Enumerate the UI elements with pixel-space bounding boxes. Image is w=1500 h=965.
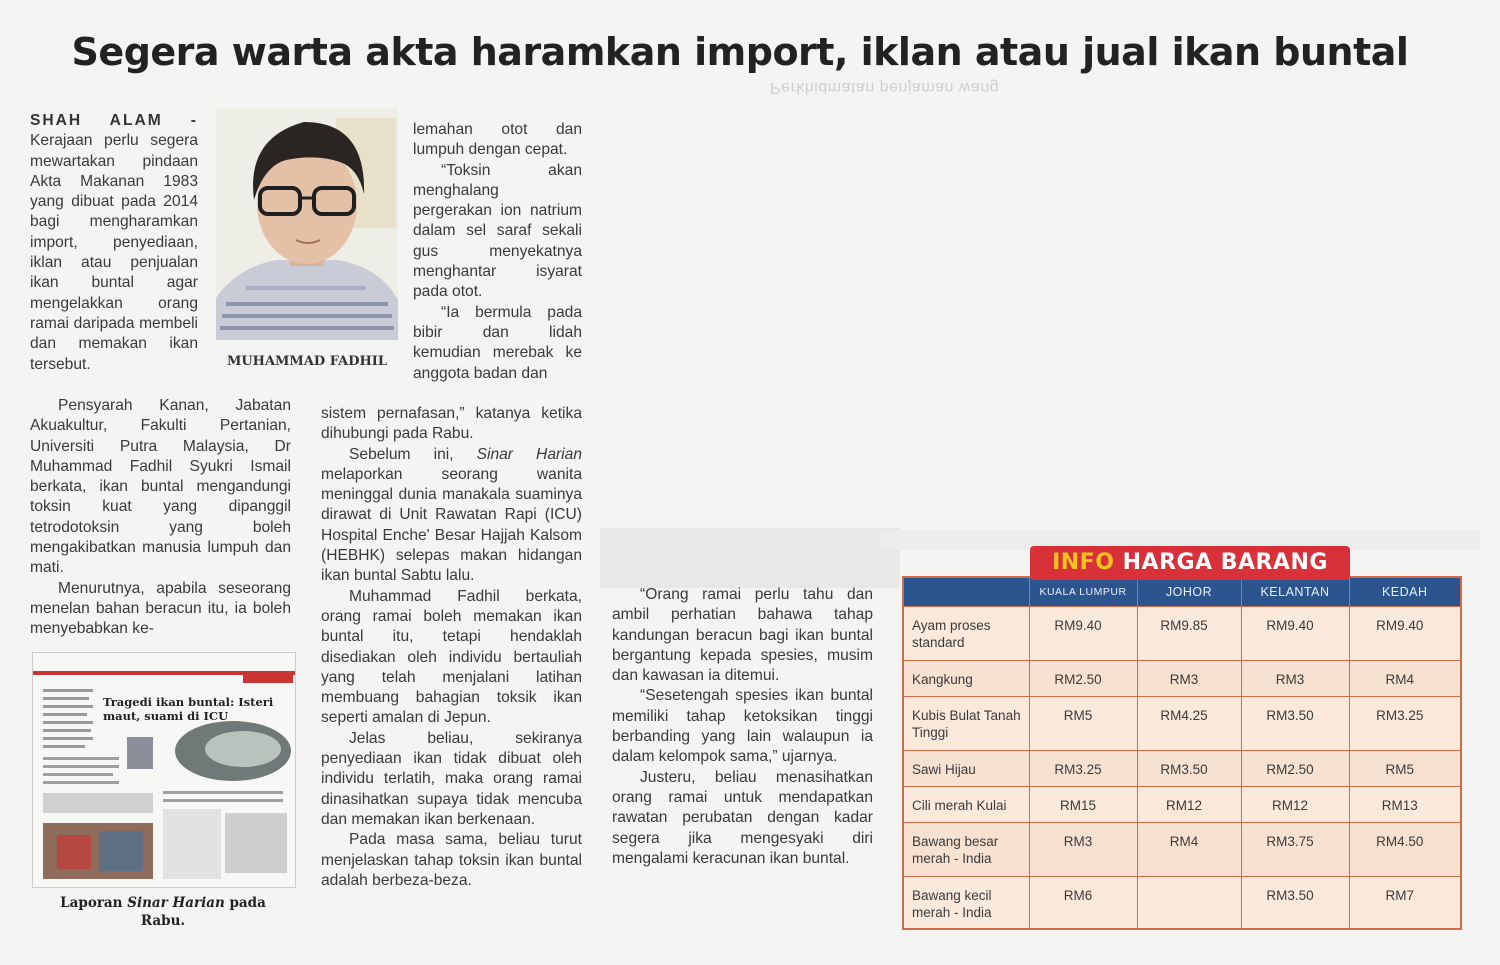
article-column-1-top [30,111,198,375]
table-row [903,697,1461,751]
paragraph: sistem pernafasan,” katanya ketika dihubungi pada Rabu. [321,405,582,443]
headline: Segera warta akta haramkan import, iklan atau jual ikan buntal [71,30,1409,74]
price-cell: RM9.85 [1137,607,1241,661]
banner-accent-text: INFO [1052,550,1115,575]
price-cell: RM5 [1349,751,1461,787]
table-row [903,823,1461,877]
paragraph: Justeru, beliau menasihatkan orang ramai untuk mendapatkan rawatan perubatan dengan kadar segera jika mengesyaki diri mengalami keracunan ikan buntal. [612,768,873,867]
price-cell: RM2.50 [1241,751,1349,787]
column-header: JOHOR [1137,577,1241,607]
publication-name: Sinar Harian [127,895,225,911]
price-cell: RM3 [1029,823,1137,877]
price-cell: RM9.40 [1029,607,1137,661]
price-cell: RM4.50 [1349,823,1461,877]
info-harga-barang-banner [1030,546,1350,580]
price-cell: RM3.75 [1241,823,1349,877]
publication-name: Sinar Harian [476,445,582,463]
price-cell [1137,877,1241,929]
table-row [903,787,1461,823]
price-cell: RM12 [1241,787,1349,823]
price-cell: RM3.50 [1241,697,1349,751]
price-table [902,576,1462,930]
price-cell: RM3 [1241,661,1349,697]
article-column-3 [612,585,873,869]
column-header: KEDAH [1349,577,1461,607]
price-cell: RM9.40 [1241,607,1349,661]
article-column-2-top [413,120,582,384]
newspaper-clipping-image [32,652,296,888]
column-header: KELANTAN [1241,577,1349,607]
column-header [903,577,1029,607]
price-cell: RM4 [1137,823,1241,877]
price-info-box [902,544,1460,928]
price-cell: RM9.40 [1349,607,1461,661]
price-cell: RM3 [1137,661,1241,697]
paragraph: Menurutnya, apabila seseorang menelan bahan beracun itu, ia boleh menyebabkan ke- [30,579,291,638]
text-run: Laporan [60,895,128,911]
background-shade [600,528,900,588]
clipping-headline: Tragedi ikan buntal: Isteri maut, suami di ICU [103,695,274,723]
table-row [903,661,1461,697]
paragraph: “Orang ramai perlu tahu dan ambil perhatian bahawa tahap kandungan beracun bagi ikan buntal bergantung kepada spesies, musim dan kawasan ia ditemui. [612,586,873,685]
table-row [903,877,1461,929]
bleed-through-text: Perkhidmatan penjaman wang [770,79,1000,96]
item-name: Bawang besar merah - India [903,823,1029,877]
paragraph: lemahan otot dan lumpuh dengan cepat. [413,121,582,159]
table-row [903,751,1461,787]
paragraph: Pada masa sama, beliau turut menjelaskan tahap toksin ikan buntal adalah berbeza-beza. [321,831,582,889]
price-cell: RM4 [1349,661,1461,697]
price-cell: RM3.25 [1029,751,1137,787]
item-name: Kangkung [903,661,1029,697]
item-name: Bawang kecil merah - India [903,877,1029,929]
paragraph: Jelas beliau, sekiranya penyediaan ikan tidak dibuat oleh individu terlatih, maka orang ramai dinasihatkan supaya tidak mencuba dan memakan ikan berkenaan. [321,729,582,828]
price-cell: RM5 [1029,697,1137,751]
paragraph: “Toksin akan menghalang pergerakan ion natrium dalam sel saraf sekali gus menyekatnya menghantar isyarat pada otot. [413,161,582,301]
banner-text: HARGA BARANG [1114,550,1328,575]
paragraph: Muhammad Fadhil berkata, orang ramai boleh memakan ikan buntal itu, tetapi hendaklah disediakan oleh individu bertauliah yang telah menjalani latihan membuang bahagian toksik ikan seperti amalan di Jepun. [321,587,582,727]
paragraph [321,445,582,587]
price-cell: RM6 [1029,877,1137,929]
paragraph: “Ia bermula pada bibir dan lidah kemudian merebak ke anggota badan dan [413,303,582,382]
clipping-illustration [33,653,295,887]
paragraph: “Sesetengah spesies ikan buntal memiliki tahap ketoksikan tinggi berbanding yang lain walaupun ia dalam kelompok sama,” ujarnya. [612,687,873,766]
portrait-illustration [216,108,398,340]
item-name: Ayam proses standard [903,607,1029,661]
article-column-2-bottom [321,404,582,891]
text-run: melaporkan seorang wanita meninggal dunia manakala suaminya dirawat di Unit Rawatan Rapi (ICU) Hospital Enche' Besar Hajjah Kalsom (HEBHK) selepas makan hidangan ikan buntal Sabtu lalu. [321,465,582,585]
price-cell: RM12 [1137,787,1241,823]
text-run: Sebelum ini, [349,445,477,463]
item-name: Sawi Hijau [903,751,1029,787]
dateline: SHAH ALAM - [30,112,198,129]
item-name: Cili merah Kulai [903,787,1029,823]
column-header: KUALA LUMPUR [1029,577,1137,607]
price-cell: RM2.50 [1029,661,1137,697]
price-cell: RM13 [1349,787,1461,823]
price-cell: RM4.25 [1137,697,1241,751]
table-header-row [903,577,1461,607]
paragraph: Kerajaan perlu segera mewartakan pindaan Akta Makanan 1983 yang dibuat pada 2014 bagi mengharamkan import, penyediaan, iklan atau penjualan ikan buntal agar mengelakkan orang ramai daripada membeli dan memakan ikan tersebut. [30,132,198,373]
price-cell: RM3.50 [1137,751,1241,787]
paragraph: Pensyarah Kanan, Jabatan Akuakultur, Fakulti Pertanian, Universiti Putra Malaysia, Dr Muhammad Fadhil Syukri Ismail berkata, ikan buntal mengandungi toksin kuat yang dipanggil tetrodotoksin yang boleh mengakibatkan manusia lumpuh dan mati. [30,397,291,577]
table-row [903,607,1461,661]
article-column-1-bottom [30,396,291,640]
price-cell: RM3.50 [1241,877,1349,929]
price-cell: RM7 [1349,877,1461,929]
text-run: pada Rabu. [140,895,266,929]
item-name: Kubis Bulat Tanah Tinggi [903,697,1029,751]
portrait-photo [216,108,398,340]
price-cell: RM15 [1029,787,1137,823]
price-cell: RM3.25 [1349,697,1461,751]
portrait-caption: MUHAMMAD FADHIL [226,354,388,369]
clipping-caption [40,894,286,930]
